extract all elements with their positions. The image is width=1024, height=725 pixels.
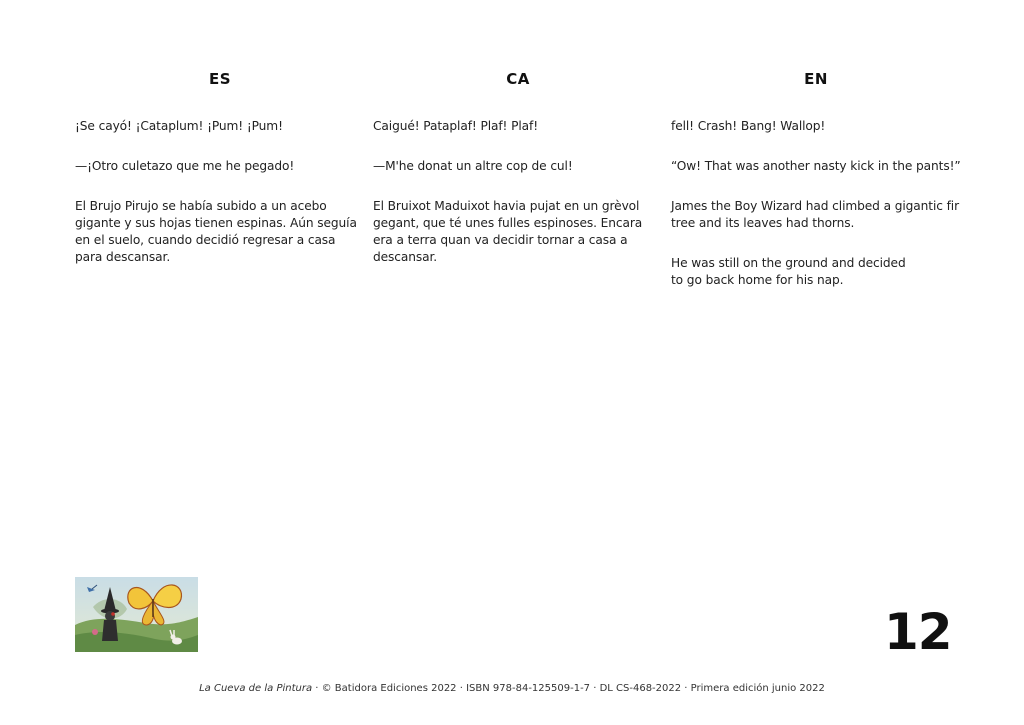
catalan-column [373,66,663,289]
english-column [671,66,961,312]
en-paragraph-4: He was still on the ground and decided to go back home for his nap. [671,256,906,287]
column-heading-es: ES [208,70,232,88]
footer-credits: · © Batidora Ediciones 2022 · ISBN 978-84-125509-1-7 · DL CS-468-2022 · Primera edición junio 2022 [312,683,825,694]
es-paragraph-3: El Brujo Pirujo se había subido a un acebo gigante y sus hojas tienen espinas. Aún seguía en el suelo, cuando decidió regresar a casa para descansar. [75,199,357,264]
footer-book-title: La Cueva de la Pintura [199,683,313,694]
spanish-column [75,66,365,289]
page-footer [0,682,1024,696]
es-paragraph-1: ¡Se cayó! ¡Cataplum! ¡Pum! ¡Pum! [75,119,283,133]
wizard-butterfly-illustration [75,577,198,652]
ca-paragraph-2: —M'he donat un altre cop de cul! [373,159,573,173]
ca-paragraph-1: Caigué! Pataplaf! Plaf! Plaf! [373,119,538,133]
en-paragraph-3: James the Boy Wizard had climbed a gigantic fir tree and its leaves had thorns. [671,199,959,230]
ca-paragraph-3: El Bruixot Maduixot havia pujat en un grèvol gegant, que té unes fulles espinoses. Encara era a terra quan va decidir tornar a casa a descansar. [373,199,643,264]
column-heading-en: EN [804,70,828,88]
en-paragraph-2: “Ow! That was another nasty kick in the pants!” [671,159,961,173]
en-paragraph-1: fell! Crash! Bang! Wallop! [671,119,826,133]
illustration-thumbnail [75,577,198,652]
page-number: 12 [884,603,952,661]
column-heading-ca: CA [506,70,530,88]
es-paragraph-2: —¡Otro culetazo que me he pegado! [75,159,295,173]
